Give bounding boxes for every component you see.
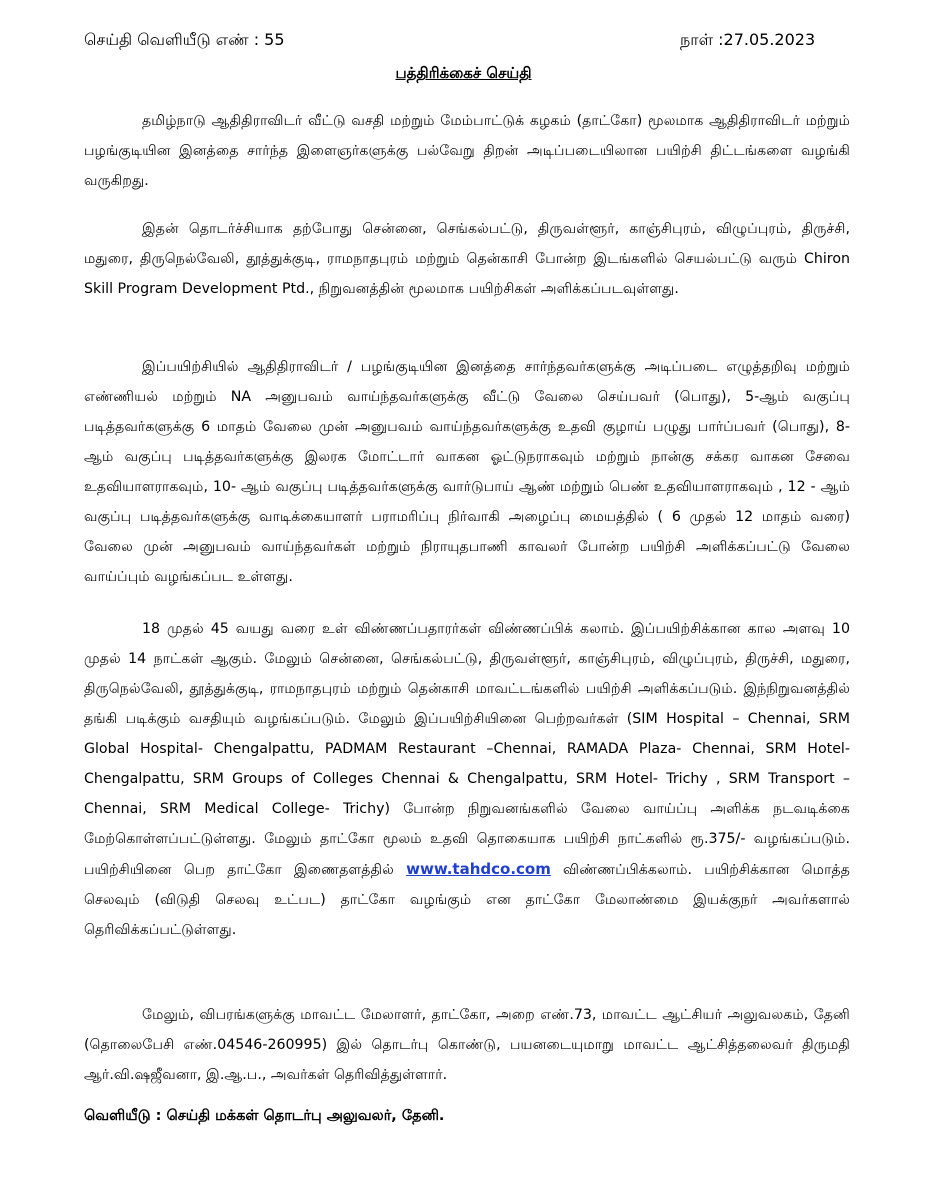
paragraph-contact [84, 1000, 850, 1090]
paragraph-intro [84, 106, 850, 196]
paragraph-courses-text: இப்பயிற்சியில் ஆதிதிராவிடர் / பழங்குடியின இனத்தை சார்ந்தவர்களுக்கு அடிப்படை எழுத்தறிவு மற்றும் எண்ணியல் மற்றும் NA அனுபவம் வாய்ந்தவர்களுக்கு வீட்டு வேலை செய்பவர் (பொது), 5-ஆம் வகுப்பு படித்தவர்களுக்கு 6 மாதம் வேலை முன் அனுபவம் வாய்ந்தவர்களுக்கு உதவி குழாய் பழுது பார்ப்பவர் (பொது), 8-ஆம் வகுப்பு படித்தவர்களுக்கு இலரக மோட்டார் வாகன ஓட்டுநராகவும் மற்றும் நான்கு சக்கர வாகன சேவை உதவியாளராகவும், 10- ஆம் வகுப்பு படித்தவர்களுக்கு வார்டுபாய் ஆண் மற்றும் பெண் உதவியாளராகவும் , 12 - ஆம் வகுப்பு படித்தவர்களுக்கு வாடிக்கையாளர் பராமரிப்பு நிர்வாகி அழைப்பு மையத்தில் ( 6 முதல் 12 மாதம் வரை) வேலை முன் அனுபவம் வாய்ந்தவர்கள் மற்றும் நிராயுதபாணி காவலர் போன்ற பயிற்சி அளிக்கப்பட்டு வேலை வாய்ப்பும் வழங்கப்பட உள்ளது. [84, 359, 850, 586]
release-date: நாள் :27.05.2023 [680, 30, 816, 49]
paragraph-locations-text: இதன் தொடர்ச்சியாக தற்போது சென்னை, செங்கல்பட்டு, திருவள்ளூர், காஞ்சிபுரம், விழுப்புரம், திருச்சி, மதுரை, திருநெல்வேலி, தூத்துக்குடி, ராமநாதபுரம் மற்றும் தென்காசி போன்ற இடங்களில் செயல்பட்டு வரும் Chiron Skill Program Development Ptd., நிறுவனத்தின் மூலமாக பயிற்சிகள் அளிக்கப்படவுள்ளது. [84, 221, 850, 298]
paragraph-contact-text: மேலும், விபரங்களுக்கு மாவட்ட மேலாளர், தாட்கோ, அறை எண்.73, மாவட்ட ஆட்சியர் அலுவலகம், தேனி (தொலைபேசி எண்.04546-260995) இல் தொடர்பு கொண்டு, பயனடையுமாறு மாவட்ட ஆட்சித்தலைவர் திருமதி ஆர்.வி.ஷஜீவனா, இ.ஆ.ப., அவர்கள் தெரிவித்துள்ளார். [84, 1007, 850, 1084]
footer-issuer: வெளியீடு : செய்தி மக்கள் தொடர்பு அலுவலர், தேனி. [84, 1108, 445, 1124]
paragraph-locations [84, 214, 850, 304]
paragraph-intro-text: தமிழ்நாடு ஆதிதிராவிடர் வீட்டு வசதி மற்றும் மேம்பாட்டுக் கழகம் (தாட்கோ) மூலமாக ஆதிதிராவிடர் மற்றும் பழங்குடியின இனத்தை சார்ந்த இளைஞர்களுக்கு பல்வேறு திறன் அடிப்படையிலான பயிற்சி திட்டங்களை வழங்கி வருகிறது. [84, 113, 850, 190]
paragraph-eligibility-text: 18 முதல் 45 வயது வரை உள் விண்ணப்பதாரர்கள் விண்ணப்பிக் கலாம். இப்பயிற்சிக்கான கால அளவு 10 முதல் 14 நாட்கள் ஆகும். மேலும் சென்னை, செங்கல்பட்டு, திருவள்ளூர், காஞ்சிபுரம், விழுப்புரம், திருச்சி, மதுரை, திருநெல்வேலி, தூத்துக்குடி, ராமநாதபுரம் மற்றும் தென்காசி மாவட்டங்களில் பயிற்சி அளிக்கப்படும். இந்நிறுவனத்தில் தங்கி படிக்கும் வசதியும் வழங்கப்படும். மேலும் இப்பயிற்சியினை பெற்றவர்கள் (SIM Hospital – Chennai, SRM Global Hospital- Chengalpattu, PADMAM Restaurant –Chennai, RAMADA Plaza- Chennai, SRM Hotel- Chengalpattu, SRM Groups of Colleges Chennai & Chengalpattu, SRM Hotel- Trichy , SRM Transport –Chennai, SRM Medical College- Trichy) போன்ற நிறுவனங்களில் வேலை வாய்ப்பு அளிக்க நடவடிக்கை மேற்கொள்ளப்பட்டுள்ளது. மேலும் தாட்கோ மூலம் உதவி தொகையாக பயிற்சி நாட்களில் ரூ.375/- வழங்கப்படும். பயிற்சியினை பெற தாட்கோ இணைதளத்தில் [84, 621, 850, 879]
paragraph-eligibility [84, 614, 850, 945]
paragraph-courses [84, 352, 850, 592]
tahdco-website-link[interactable]: www.tahdco.com [406, 860, 551, 879]
release-number: செய்தி வெளியீடு எண் : 55 [84, 30, 285, 49]
page-title: பத்திரிக்கைச் செய்தி [395, 64, 532, 82]
paragraph-eligibility-text-end: விண்ணப்பிக்கலாம். பயிற்சிக்கான மொத்த செலவும் (விடுதி செலவு உட்பட) தாட்கோ வழங்கும் என தாட்கோ மேலாண்மை இயக்குநர் அவர்களால் தெரிவிக்கப்பட்டுள்ளது. [84, 862, 850, 939]
